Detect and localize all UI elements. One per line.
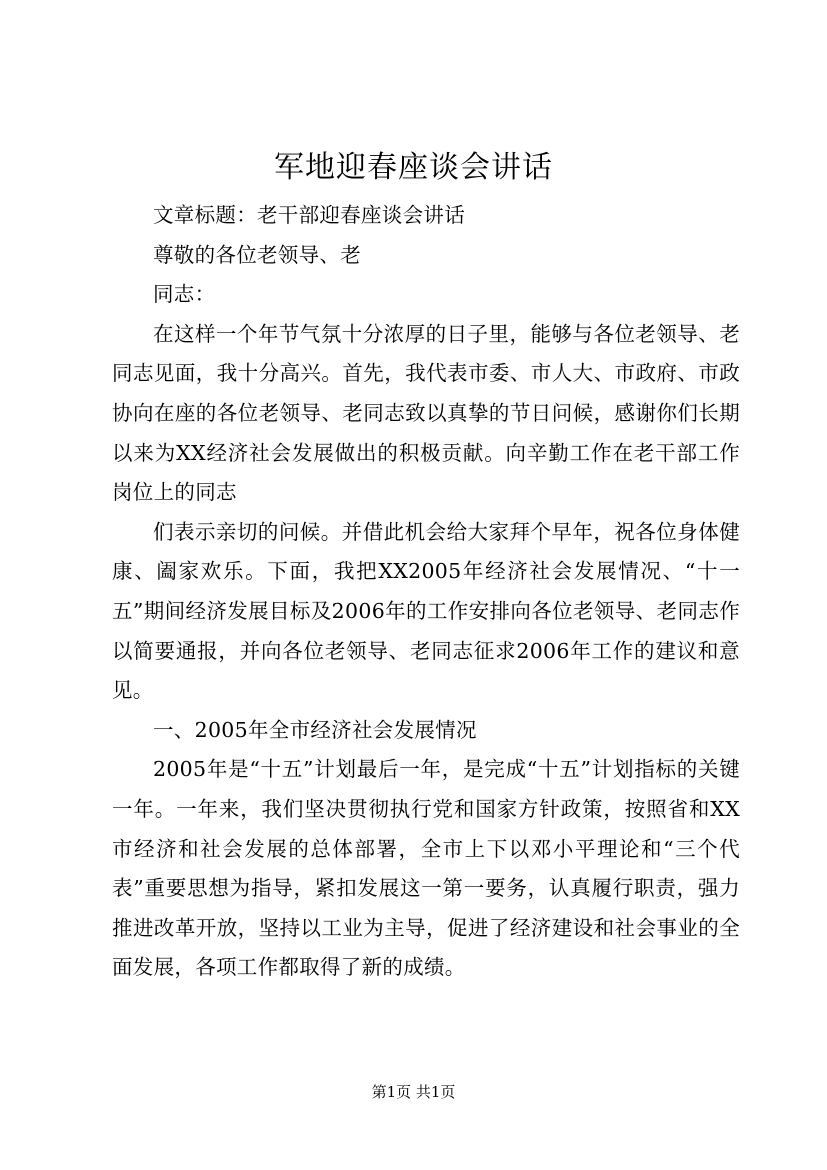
page-number-footer: 第1页 共1页 — [371, 1083, 456, 1101]
salutation-line: 尊敬的各位老领导、老 — [153, 242, 361, 267]
body-paragraph: 们表示亲切的问候。并借此机会给大家拜个早年，祝各位身体健康、阖家欢乐。下面，我把XX2005年经济社会发展情况、“十一五”期间经济发展目标及2006年的工作安排向各位老领导、老同志作以简要通报，并向各位老领导、老同志征求2006年工作的建议和意见。 — [112, 519, 740, 703]
article-title-line: 文章标题：老干部迎春座谈会讲话 — [153, 203, 465, 227]
body-paragraph: 2005年是“十五”计划最后一年，是完成“十五”计划指标的关键一年。一年来，我们坚决贯彻执行党和国家方针政策，按照省和XX市经济和社会发展的总体部署，全市上下以邓小平理论和“三个代表”重要思想为指导，紧扣发展这一第一要务，认真履行职责，强力推进改革开放，坚持以工业为主导，促进了经济建设和社会事业的全面发展，各项工作都取得了新的成绩。 — [112, 757, 740, 980]
salutation-continuation: 同志： — [153, 282, 216, 307]
document-title: 军地迎春座谈会讲话 — [274, 150, 553, 185]
section-heading: 一、2005年全市经济社会发展情况 — [153, 717, 477, 742]
document-body — [112, 196, 740, 988]
body-paragraph: 在这样一个年节气氛十分浓厚的日子里，能够与各位老领导、老同志见面，我十分高兴。首先，我代表市委、市人大、市政府、市政协向在座的各位老领导、老同志致以真挚的节日问候，感谢你们长期以来为XX经济社会发展做出的积极贡献。向辛勤工作在老干部工作岗位上的同志 — [112, 321, 740, 505]
